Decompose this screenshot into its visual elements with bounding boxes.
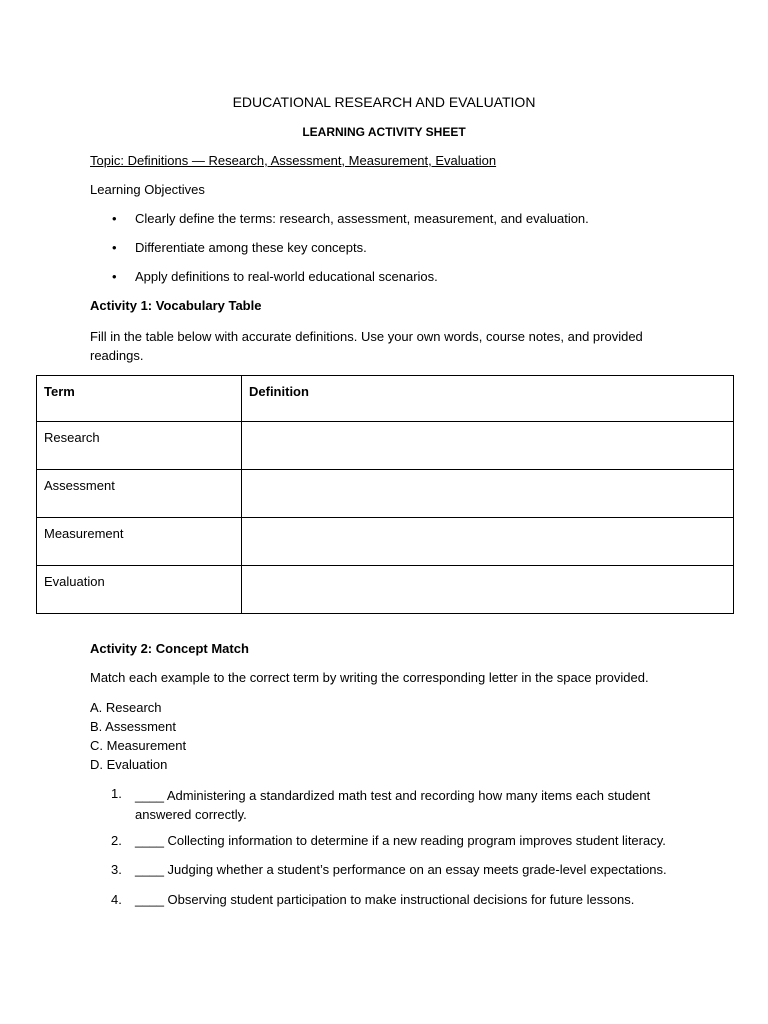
definition-cell[interactable] bbox=[242, 470, 734, 518]
term-cell: Measurement bbox=[37, 518, 242, 566]
option-item: C. Measurement bbox=[90, 738, 187, 753]
table-header-term: Term bbox=[37, 376, 242, 422]
table-header-definition: Definition bbox=[242, 376, 734, 422]
bullet-icon: • bbox=[112, 240, 117, 255]
bullet-icon: • bbox=[112, 211, 117, 226]
activity2-instructions: Match each example to the correct term by writing the corresponding letter in the space provided. bbox=[90, 670, 649, 685]
activity1-instructions: Fill in the table below with accurate definitions. Use your own words, course notes, and provided readings. bbox=[90, 329, 643, 363]
table-row bbox=[37, 566, 734, 614]
option-item: A. Research bbox=[90, 700, 162, 715]
match-item: ____ Judging whether a student’s performance on an essay meets grade-level expectations. bbox=[135, 862, 667, 877]
match-item: ____ Collecting information to determine if a new reading program improves student literacy. bbox=[135, 833, 666, 848]
match-item: ____ Observing student participation to make instructional decisions for future lessons. bbox=[135, 892, 635, 907]
definition-cell[interactable] bbox=[242, 518, 734, 566]
table-header-row bbox=[37, 376, 734, 422]
item-number: 1. bbox=[111, 786, 122, 801]
match-item: ____ Administering a standardized math test and recording how many items each student answered correctly. bbox=[135, 788, 651, 822]
objective-item: Differentiate among these key concepts. bbox=[135, 240, 367, 255]
bullet-icon: • bbox=[112, 269, 117, 284]
objective-item: Clearly define the terms: research, assessment, measurement, and evaluation. bbox=[135, 211, 589, 226]
vocabulary-table bbox=[36, 375, 734, 614]
item-number: 2. bbox=[111, 833, 122, 848]
option-item: D. Evaluation bbox=[90, 757, 168, 772]
activity2-heading: Activity 2: Concept Match bbox=[90, 641, 249, 656]
term-cell: Research bbox=[37, 422, 242, 470]
item-number: 3. bbox=[111, 862, 122, 877]
document-title: EDUCATIONAL RESEARCH AND EVALUATION bbox=[232, 94, 536, 110]
definition-cell[interactable] bbox=[242, 422, 734, 470]
activity1-heading: Activity 1: Vocabulary Table bbox=[90, 298, 262, 313]
document-subtitle: LEARNING ACTIVITY SHEET bbox=[302, 125, 466, 139]
item-number: 4. bbox=[111, 892, 122, 907]
option-item: B. Assessment bbox=[90, 719, 176, 734]
topic-line: Topic: Definitions — Research, Assessment, Measurement, Evaluation bbox=[90, 153, 497, 168]
term-cell: Assessment bbox=[37, 470, 242, 518]
table-row bbox=[37, 422, 734, 470]
table-row bbox=[37, 470, 734, 518]
table-row bbox=[37, 518, 734, 566]
objective-item: Apply definitions to real-world educational scenarios. bbox=[135, 269, 438, 284]
definition-cell[interactable] bbox=[242, 566, 734, 614]
term-cell: Evaluation bbox=[37, 566, 242, 614]
objectives-heading: Learning Objectives bbox=[90, 182, 205, 197]
